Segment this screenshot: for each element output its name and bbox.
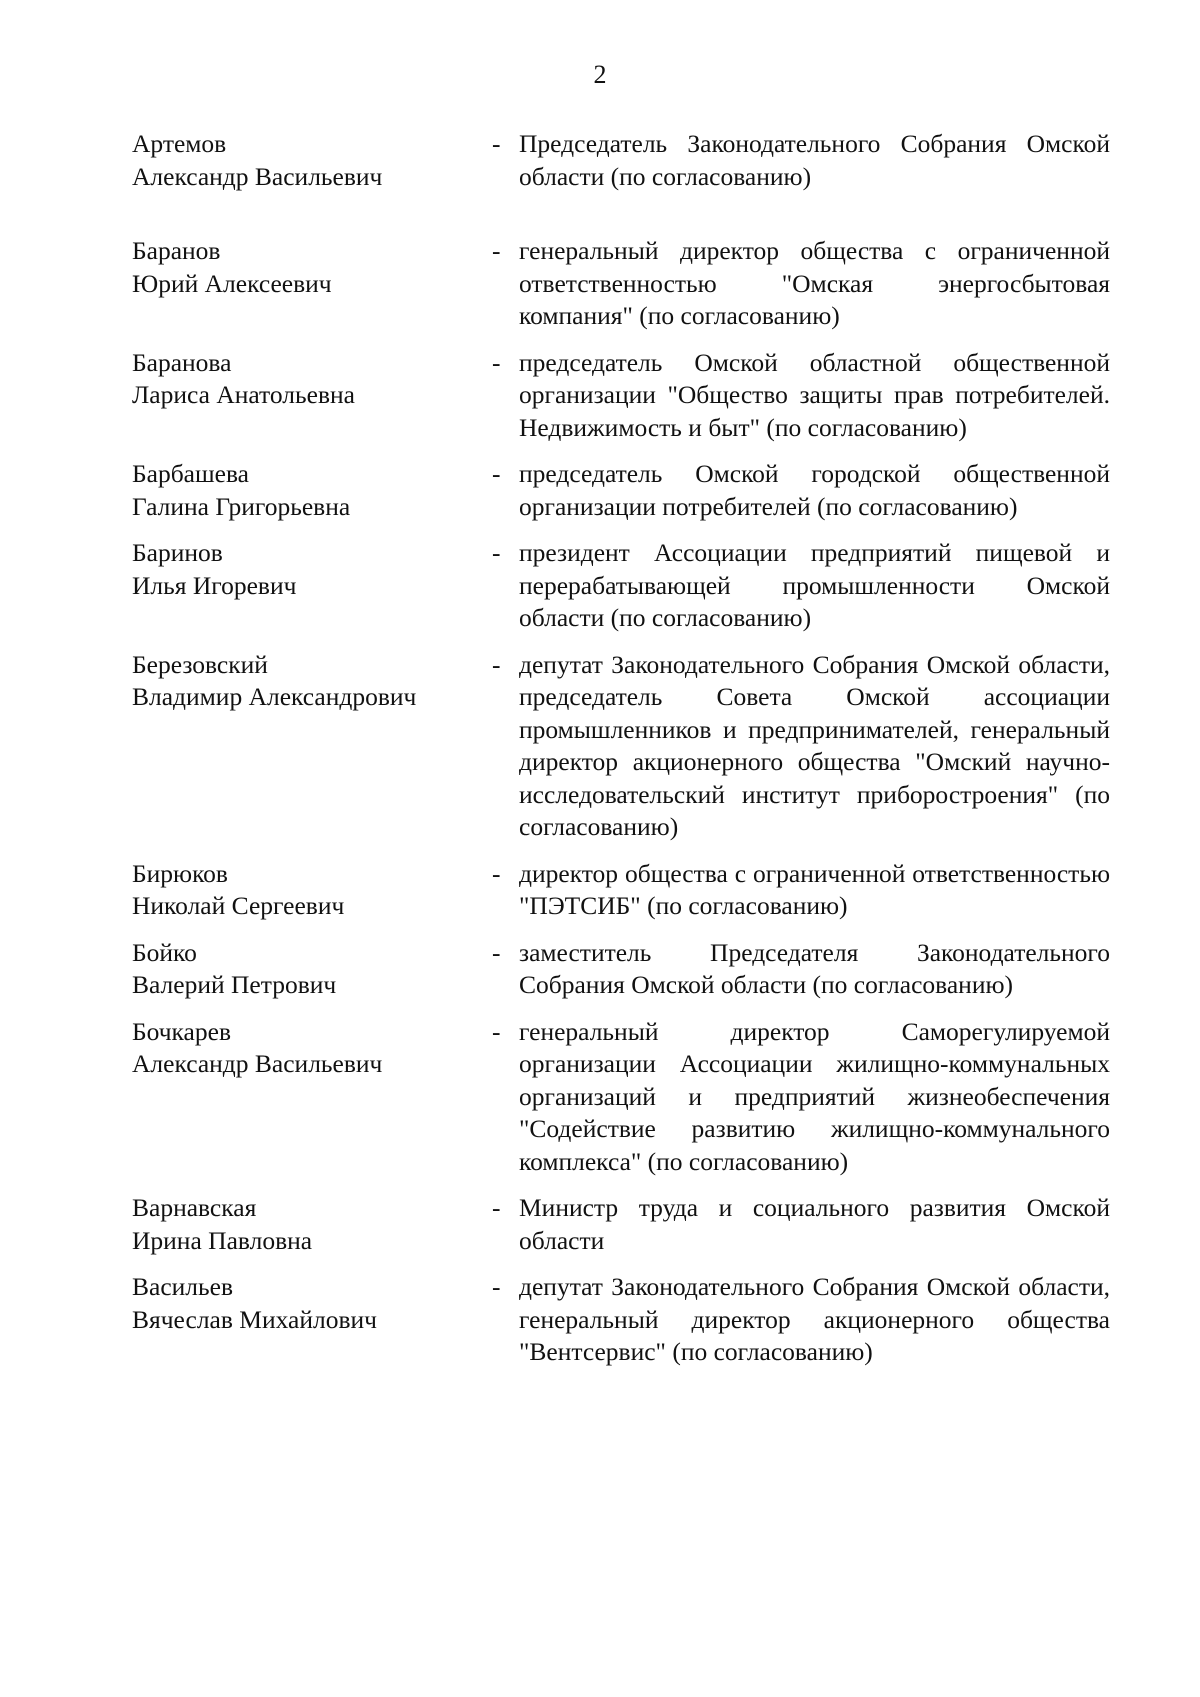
member-name xyxy=(132,1271,487,1336)
separator-dash: - xyxy=(492,538,501,567)
member-first-names: Николай Сергеевич xyxy=(132,891,345,920)
separator-dash: - xyxy=(492,236,501,265)
member-name xyxy=(132,235,487,300)
member-last-name: Бирюков xyxy=(132,858,228,888)
list-item xyxy=(132,1192,1110,1257)
member-last-name: Васильев xyxy=(132,1272,234,1301)
member-name xyxy=(132,128,487,193)
list-item xyxy=(132,858,1110,923)
member-name xyxy=(132,937,487,1002)
separator-dash: - xyxy=(492,1193,501,1222)
member-position: директор общества с ограниченной ответственностью "ПЭТСИБ" (по согласованию) xyxy=(519,858,1110,920)
member-last-name: Бочкарев xyxy=(132,1016,231,1046)
member-position: председатель Омской областной общественной организации "Общество защиты прав потребителей. Недвижимость и быт" (по согласованию) xyxy=(519,347,1110,442)
list-item xyxy=(132,128,1110,193)
member-position: генеральный директор общества с ограниченной ответственностью "Омская энергосбытовая компания" (по согласованию) xyxy=(519,236,1110,330)
member-position: президент Ассоциации предприятий пищевой и перерабатывающей промышленности Омской области (по согласованию) xyxy=(519,538,1110,632)
separator-dash: - xyxy=(492,937,501,967)
member-first-names: Александр Васильевич xyxy=(132,161,383,191)
list-item xyxy=(132,649,1110,844)
member-position: Председатель Законодательного Собрания Омской области (по согласованию) xyxy=(519,129,1110,191)
member-name xyxy=(132,649,487,714)
member-name xyxy=(132,1016,487,1081)
member-position: депутат Законодательного Собрания Омской области, председатель Совета Омской ассоциации промышленников и предпринимателей, генеральный директор акционерного общества "Омский научно-исследовательский институт приборостроения" (по согласованию) xyxy=(519,649,1110,841)
separator-dash: - xyxy=(492,1272,501,1301)
member-first-names: Юрий Алексеевич xyxy=(132,268,332,298)
member-name xyxy=(132,458,487,523)
member-name xyxy=(132,347,487,412)
list-item xyxy=(132,537,1110,635)
member-last-name: Баринов xyxy=(132,538,223,567)
member-position: Министр труда и социального развития Омской области xyxy=(519,1193,1110,1255)
member-name xyxy=(132,1192,487,1257)
member-last-name: Варнавская xyxy=(132,1193,257,1222)
member-first-names: Лариса Анатольевна xyxy=(132,380,355,409)
member-first-names: Вячеслав Михайлович xyxy=(132,1304,377,1334)
member-first-names: Ирина Павловна xyxy=(132,1225,313,1255)
member-last-name: Барбашева xyxy=(132,459,249,488)
member-first-names: Александр Васильевич xyxy=(132,1049,383,1078)
member-last-name: Березовский xyxy=(132,649,268,679)
separator-dash: - xyxy=(492,459,501,488)
list-item xyxy=(132,1016,1110,1179)
member-first-names: Галина Григорьевна xyxy=(132,491,351,521)
member-last-name: Артемов xyxy=(132,129,227,158)
separator-dash: - xyxy=(492,129,501,158)
member-last-name: Баранова xyxy=(132,347,232,377)
member-last-name: Баранов xyxy=(132,236,221,265)
page-number: 2 xyxy=(593,60,607,89)
separator-dash: - xyxy=(492,649,501,679)
member-last-name: Бойко xyxy=(132,937,197,967)
member-position: председатель Омской городской общественной организации потребителей (по согласованию) xyxy=(519,459,1110,521)
member-first-names: Валерий Петрович xyxy=(132,970,337,999)
member-name xyxy=(132,537,487,602)
member-position: депутат Законодательного Собрания Омской области, генеральный директор акционерного общества "Вентсервис" (по согласованию) xyxy=(519,1272,1110,1366)
member-position: заместитель Председателя Законодательного Собрания Омской области (по согласованию) xyxy=(519,937,1110,999)
member-first-names: Илья Игоревич xyxy=(132,570,297,600)
separator-dash: - xyxy=(492,347,501,377)
member-name xyxy=(132,858,487,923)
list-item xyxy=(132,1271,1110,1369)
separator-dash: - xyxy=(492,858,501,888)
list-item xyxy=(132,937,1110,1002)
member-position: генеральный директор Саморегулируемой организации Ассоциации жилищно-коммунальных организаций и предприятий жизнеобеспечения "Содействие развитию жилищно-коммунального комплекса" (по согласованию) xyxy=(519,1016,1110,1176)
list-item xyxy=(132,458,1110,523)
list-item xyxy=(132,235,1110,333)
separator-dash: - xyxy=(492,1016,501,1046)
member-list xyxy=(132,128,1110,1369)
list-item xyxy=(132,347,1110,445)
member-first-names: Владимир Александрович xyxy=(132,682,417,711)
